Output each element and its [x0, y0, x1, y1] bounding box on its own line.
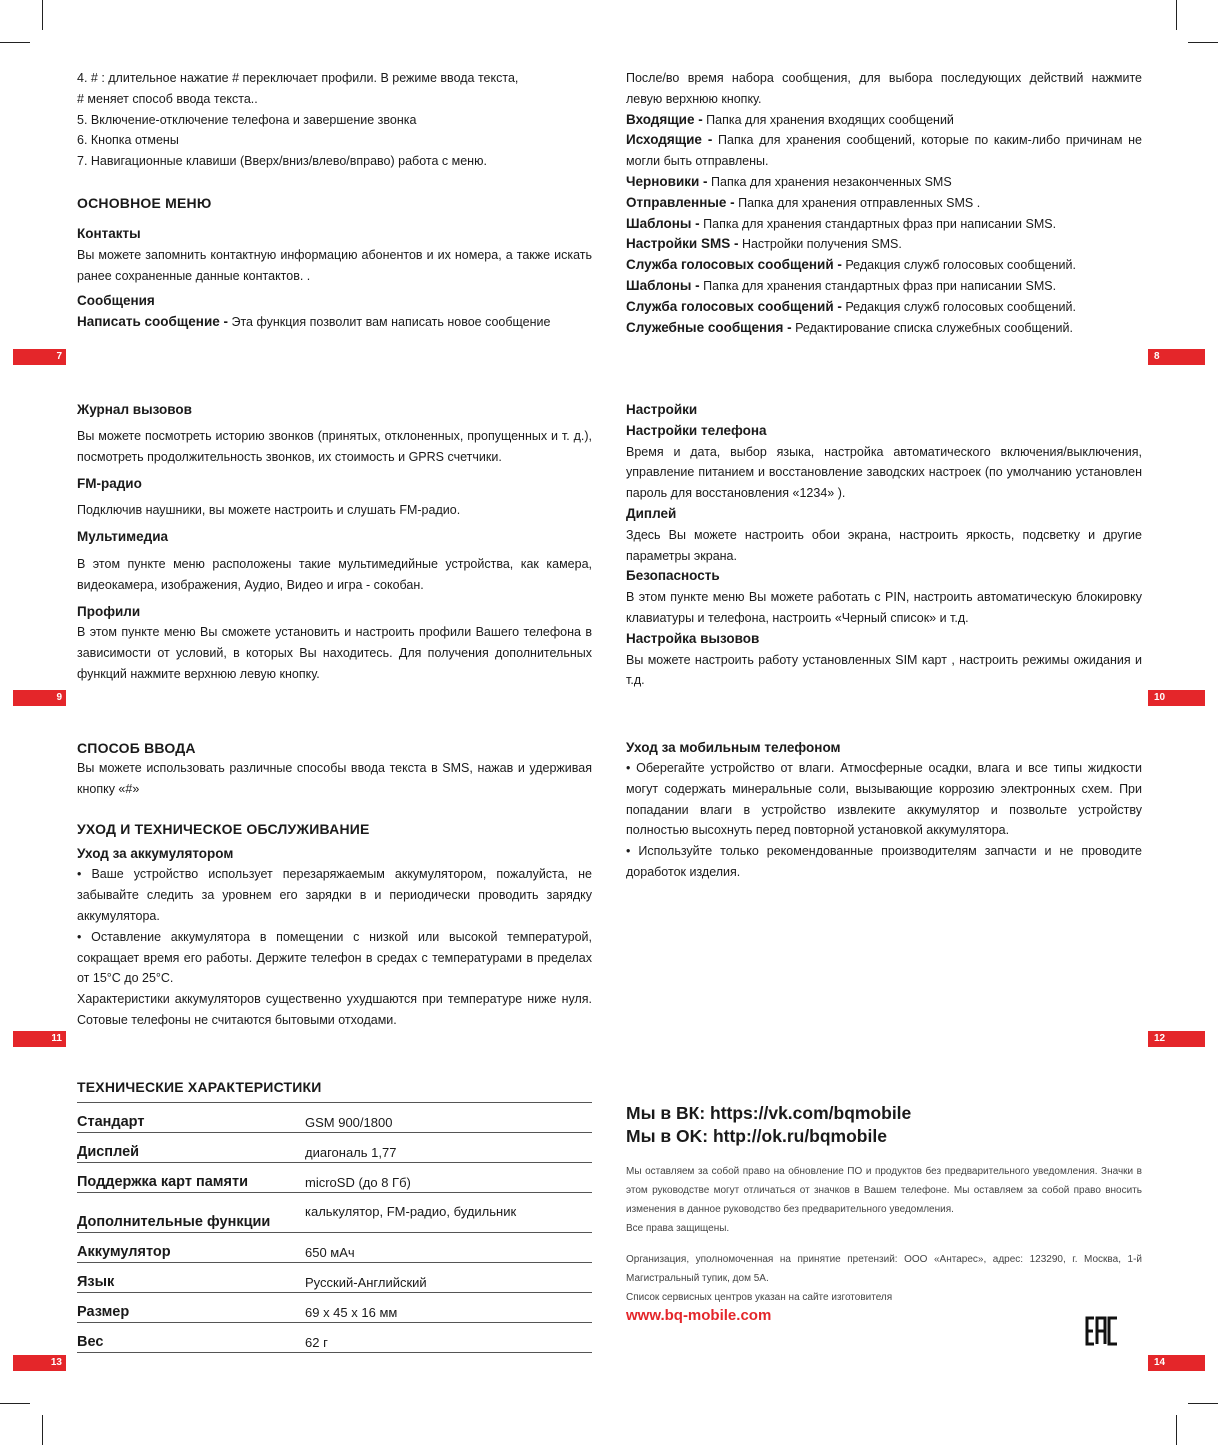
- spec-key: Поддержка карт памяти: [77, 1163, 305, 1193]
- subheading: FM-радио: [77, 475, 142, 491]
- list-item: [626, 297, 1142, 318]
- page-number: 7: [13, 349, 66, 365]
- crop-mark: [1188, 42, 1218, 43]
- bold-term: Шаблоны -: [626, 277, 700, 293]
- page-number: 8: [1148, 349, 1205, 365]
- list-item: [626, 318, 1142, 339]
- table-row: [77, 1193, 592, 1233]
- term-description: Папка для хранения отправленных SMS .: [734, 195, 981, 210]
- spec-value: 62 г: [305, 1323, 592, 1353]
- page-14: [626, 1102, 1142, 1325]
- bold-term: Входящие -: [626, 111, 703, 127]
- bold-term: Настройки SMS -: [626, 236, 739, 252]
- spec-key: Дополнительные функции: [77, 1193, 305, 1233]
- bold-term: Черновики -: [626, 173, 708, 189]
- paragraph: Вы можете использовать различные способы ввода текста в SMS, нажав и удерживая кнопку «#»: [77, 761, 592, 796]
- bold-term: Отправленные -: [626, 194, 735, 210]
- page-number: 12: [1148, 1031, 1205, 1047]
- subheading: Настройки телефона: [626, 422, 767, 438]
- crop-mark: [1176, 1415, 1177, 1445]
- page-9: [77, 400, 592, 685]
- subheading: Настройка вызовов: [626, 630, 760, 646]
- term-description: Редакция служб голосовых сообщений.: [841, 299, 1076, 314]
- section-heading: СПОСОБ ВВОДА: [77, 740, 196, 756]
- bold-term: Служебные сообщения -: [626, 319, 792, 335]
- list-item: [626, 110, 1142, 131]
- crop-mark: [42, 0, 43, 30]
- term-description: Папка для хранения незаконченных SMS: [707, 174, 952, 189]
- spec-key: Дисплей: [77, 1133, 305, 1163]
- subheading: Контакты: [77, 225, 141, 241]
- subheading: Уход за мобильным телефоном: [626, 740, 841, 755]
- paragraph: Вы можете запомнить контактную информацию абонентов и их номера, а также искать ранее сохраненные данные контактов. .: [77, 247, 592, 283]
- section-heading: ОСНОВНОЕ МЕНЮ: [77, 194, 212, 211]
- subheading: Безопасность: [626, 568, 720, 584]
- bold-term: Служба голосовых сообщений -: [626, 257, 842, 273]
- term-description: Папка для хранения стандартных фраз при написании SMS.: [699, 216, 1057, 231]
- paragraph: Подключив наушники, вы можете настроить и слушать FM-радио.: [77, 503, 461, 518]
- spec-key: Стандарт: [77, 1103, 305, 1133]
- paragraph: [77, 312, 592, 333]
- crop-mark: [0, 42, 30, 43]
- table-row: [77, 1263, 592, 1293]
- table-row: [77, 1103, 592, 1133]
- crop-mark: [0, 1403, 30, 1404]
- spec-value: 69 x 45 x 16 мм: [305, 1293, 592, 1323]
- subheading: Мультимедиа: [77, 529, 169, 545]
- ok-link[interactable]: Мы в OK: http://ok.ru/bqmobile: [626, 1126, 887, 1146]
- page-number: 9: [13, 690, 66, 706]
- list-item: 7. Навигационные клавиши (Вверх/вниз/влево/вправо) работа с меню.: [77, 154, 487, 169]
- section-heading: УХОД И ТЕХНИЧЕСКОЕ ОБСЛУЖИВАНИЕ: [77, 820, 370, 837]
- term-description: Редактирование списка служебных сообщений.: [791, 320, 1073, 335]
- list-item: [626, 130, 1142, 172]
- spec-value: Русский-Английский: [305, 1263, 592, 1293]
- spec-key: Размер: [77, 1293, 305, 1323]
- term-description: Эта функция позволит вам написать новое сообщение: [228, 315, 551, 330]
- paragraph: После/во время набора сообщения, для выбора последующих действий нажмите левую верхнюю кнопку.: [626, 71, 1142, 106]
- subheading: Настройки: [626, 402, 698, 417]
- subheading: Профили: [77, 603, 141, 619]
- crop-mark: [42, 1415, 43, 1445]
- bold-term: Служба голосовых сообщений -: [626, 298, 842, 314]
- list-item: # меняет способ ввода текста..: [77, 91, 258, 106]
- list-item: [626, 214, 1142, 235]
- page-12: [626, 738, 1142, 883]
- page-13: [77, 1077, 592, 1353]
- term-description: Папка для хранения входящих сообщений: [702, 112, 954, 127]
- paragraph: • Используйте только рекомендованные производителям запчасти и не проводите доработок изделия.: [626, 844, 1142, 879]
- list-item: 5. Включение-отключение телефона и завершение звонка: [77, 112, 417, 127]
- subheading: Диплей: [626, 505, 677, 521]
- subheading: Сообщения: [77, 293, 155, 309]
- page-number: 13: [13, 1355, 66, 1371]
- page-7: [77, 68, 592, 333]
- paragraph: Здесь Вы можете настроить обои экрана, настроить яркость, подсветку и другие параметры экрана.: [626, 527, 1142, 563]
- spec-value: GSM 900/1800: [305, 1103, 592, 1133]
- paragraph: В этом пункте меню Вы можете работать с PIN, настроить автоматическую блокировку клавиатуры и телефона, настроить «Черный список» и т.д.: [626, 590, 1142, 625]
- paragraph: В этом пункте меню Вы сможете установить и настроить профили Вашего телефона в зависимости от условий, в которых Вы находитесь. Для получения дополнительных функций нажмите верхнюю левую кнопку.: [77, 625, 592, 681]
- spec-key: Аккумулятор: [77, 1233, 305, 1263]
- org-text: Организация, уполномоченная на принятие претензий: ООО «Антарес», адрес: 123290, г. Москва, 1-й Магистральный тупик, дом 5А.: [626, 1254, 1142, 1284]
- crop-mark: [1188, 1403, 1218, 1404]
- list-item: [626, 193, 1142, 214]
- spec-value: диагональ 1,77: [305, 1133, 592, 1163]
- rights-text: Все права защищены.: [626, 1223, 730, 1234]
- paragraph: • Оставление аккумулятора в помещении с низкой или высокой температурой, сокращает время его работы. Держите телефон в средах с температурами в пределах от 15°C до 25°C.: [77, 929, 592, 986]
- page-8: [626, 68, 1142, 338]
- list-item: [626, 172, 1142, 193]
- bold-term: Исходящие -: [626, 132, 713, 148]
- list-item: [626, 276, 1142, 297]
- crop-mark: [1176, 0, 1177, 30]
- paragraph: • Оберегайте устройство от влаги. Атмосферные осадки, влага и все типы жидкости могут содержать минеральные соли, вызывающие коррозию электронных схем. При попадании влаги в устройство извлеките аккумулятор и позвольте устройству полностью высохнуть перед повторной установкой аккумулятора.: [626, 761, 1142, 838]
- page-number: 14: [1148, 1355, 1205, 1371]
- subheading: Журнал вызовов: [77, 402, 192, 417]
- term-description: Папка для хранения сообщений, которые по каким-либо причинам не могли быть отправлены.: [626, 133, 1142, 169]
- spec-key: Вес: [77, 1323, 305, 1353]
- spec-key: Язык: [77, 1263, 305, 1293]
- paragraph: Вы можете настроить работу установленных SIM карт , настроить режимы ожидания и т.д.: [626, 652, 1142, 688]
- paragraph: Время и дата, выбор языка, настройка автоматического включения/выключения, управление питанием и восстановление заводских настроек (по умолчанию установлен пароль для восстановления «1234» ).: [626, 444, 1142, 501]
- section-heading: ТЕХНИЧЕСКИЕ ХАРАКТЕРИСТИКИ: [77, 1079, 322, 1095]
- list-item: 4. # : длительное нажатие # переключает профили. В режиме ввода текста,: [77, 71, 519, 85]
- page-11: [77, 738, 592, 1031]
- page-number: 10: [1148, 690, 1205, 706]
- page-number: 11: [13, 1031, 66, 1047]
- bold-term: Написать сообщение -: [77, 314, 228, 330]
- service-text: Список сервисных центров указан на сайте изготовителя: [626, 1292, 893, 1303]
- page-10: [626, 400, 1142, 691]
- list-item: 6. Кнопка отмены: [77, 133, 179, 148]
- vk-link[interactable]: Мы в ВК: https://vk.com/bqmobile: [626, 1103, 912, 1123]
- eac-mark-icon: [1085, 1316, 1119, 1346]
- bold-term: Шаблоны -: [626, 215, 700, 231]
- table-row: [77, 1293, 592, 1323]
- paragraph: В этом пункте меню расположены такие мультимедийные устройства, как камера, видеокамера, изображения, Аудио, Видео и игра - сокобан.: [77, 556, 592, 592]
- term-description: Редакция служб голосовых сообщений.: [841, 258, 1076, 273]
- list-item: [626, 255, 1142, 276]
- paragraph: Характеристики аккумуляторов существенно ухудшаются при температуре ниже нуля. Сотовые телефоны не считаются бытовыми отходами.: [77, 992, 592, 1027]
- paragraph: Вы можете посмотреть историю звонков (принятых, отклоненных, пропущенных и т. д.), посмотреть продолжительность звонков, их стоимость и GPRS счетчики.: [77, 429, 592, 464]
- table-row: [77, 1233, 592, 1263]
- table-row: [77, 1323, 592, 1353]
- spec-value: 650 мАч: [305, 1233, 592, 1263]
- disclaimer: Мы оставляем за собой право на обновление ПО и продуктов без предварительного уведомления. Значки в этом руководстве могут отличаться от значков в Вашем телефоне. Мы оставляем за собой право вносить изменения в данное руководство без предварительного уведомления.: [626, 1166, 1142, 1215]
- spec-table: [77, 1103, 592, 1353]
- website-link[interactable]: www.bq-mobile.com: [626, 1307, 772, 1324]
- spec-value: калькулятор, FM-радио, будильник: [305, 1193, 592, 1233]
- spec-value: microSD (до 8 Гб): [305, 1163, 592, 1193]
- term-description: Папка для хранения стандартных фраз при написании SMS.: [699, 278, 1057, 293]
- list-item: [626, 234, 1142, 255]
- table-row: [77, 1163, 592, 1193]
- paragraph: • Ваше устройство использует перезаряжаемым аккумулятором, пожалуйста, не забывайте следить за уровнем его зарядки в и периодически проводить зарядку аккумулятора.: [77, 867, 592, 923]
- eac-mark-svg: [1085, 1316, 1119, 1346]
- table-row: [77, 1133, 592, 1163]
- subheading: Уход за аккумулятором: [77, 845, 234, 861]
- term-description: Настройки получения SMS.: [738, 237, 902, 252]
